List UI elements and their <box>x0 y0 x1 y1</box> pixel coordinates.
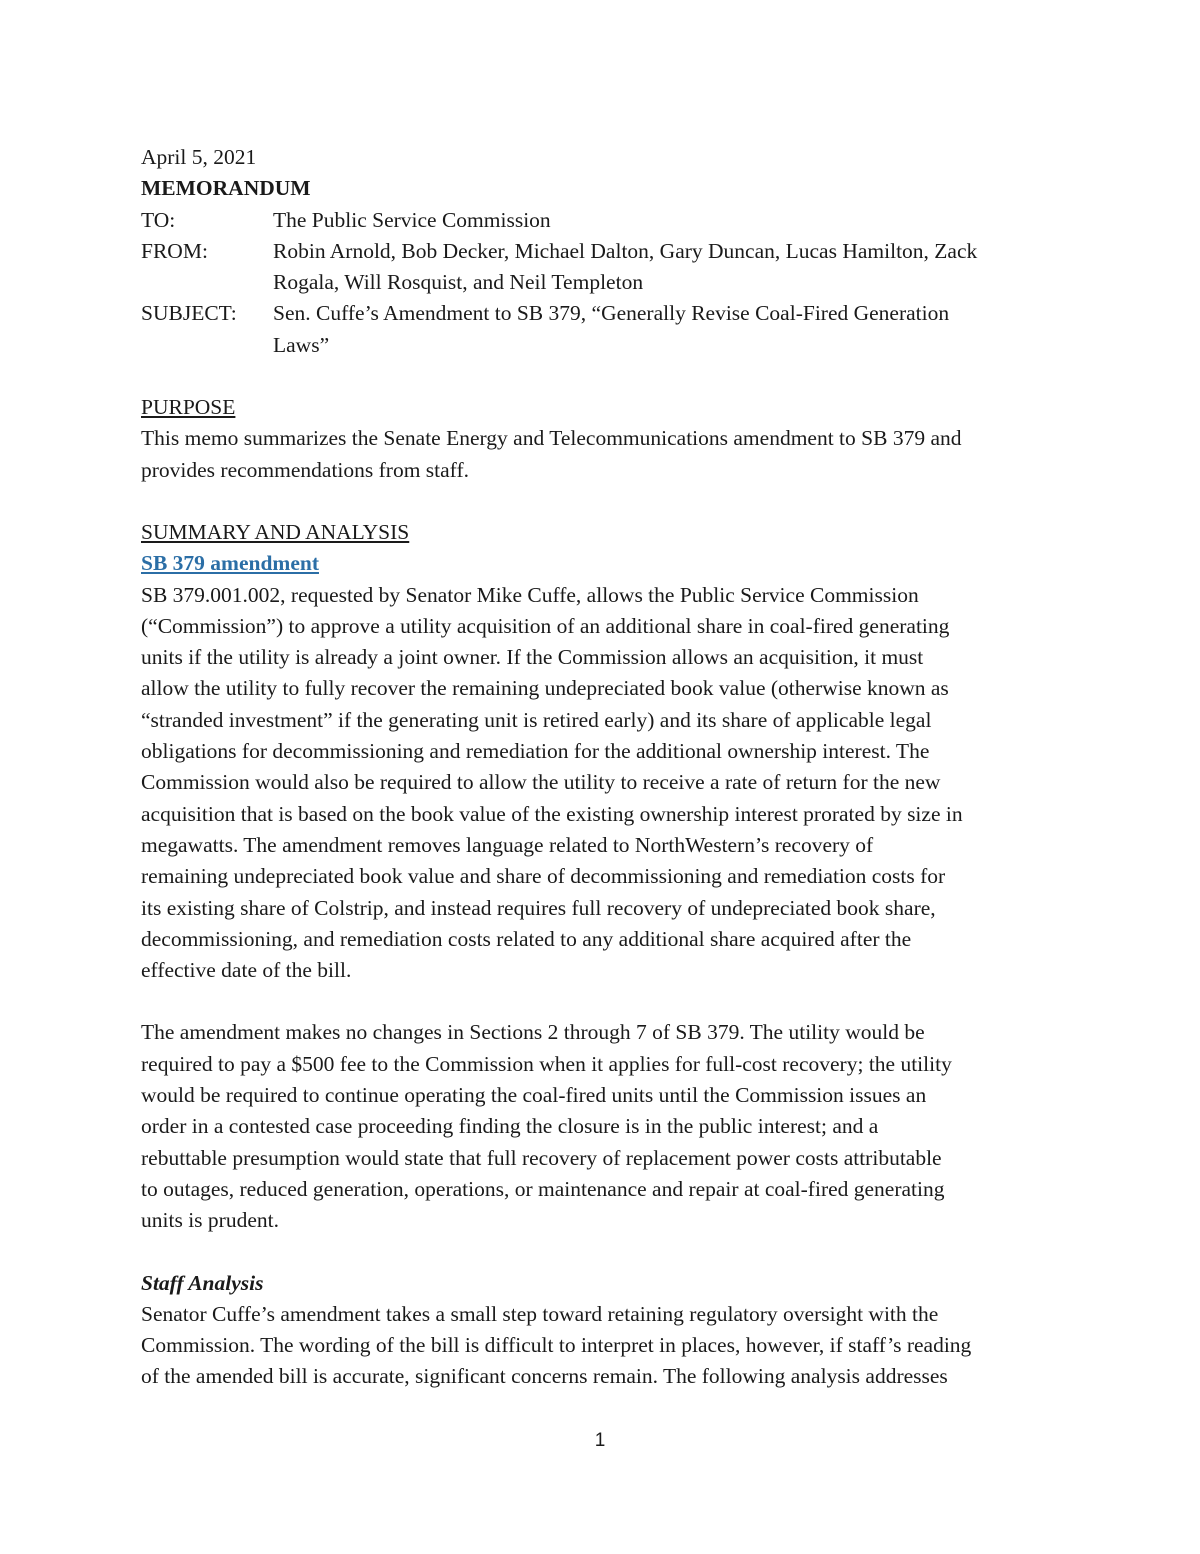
purpose-heading: PURPOSE <box>141 395 236 420</box>
memo-to-label: TO: <box>141 207 176 232</box>
summary-line: “stranded investment” if the generating unit is retired early) and its share of applicable legal <box>141 707 932 732</box>
staff-analysis-line: of the amended bill is accurate, significant concerns remain. The following analysis addresses <box>141 1364 948 1389</box>
memo-subject-line-2: Laws” <box>273 332 330 357</box>
summary-line: obligations for decommissioning and remediation for the additional ownership interest. The <box>141 739 930 764</box>
summary-line: Commission would also be required to allow the utility to receive a rate of return for the new <box>141 770 941 795</box>
memo-to-value: The Public Service Commission <box>273 207 551 232</box>
memo-from-line-1: Robin Arnold, Bob Decker, Michael Dalton, Gary Duncan, Lucas Hamilton, Zack <box>273 238 978 263</box>
summary-paragraph-2 <box>141 1017 1061 1236</box>
memo-subject-line-1: Sen. Cuffe’s Amendment to SB 379, “Generally Revise Coal-Fired Generation <box>273 301 950 326</box>
memo-subject-value <box>273 298 1061 361</box>
staff-analysis-line: Senator Cuffe’s amendment takes a small step toward retaining regulatory oversight with the <box>141 1301 939 1326</box>
memo-title: MEMORANDUM <box>141 176 311 201</box>
summary-line: SB 379.001.002, requested by Senator Mike Cuffe, allows the Public Service Commission <box>141 582 919 607</box>
memo-from-line-2: Rogala, Will Rosquist, and Neil Templeton <box>273 270 644 295</box>
summary-line: allow the utility to fully recover the remaining undepreciated book value (otherwise known as <box>141 676 949 701</box>
summary-line: remaining undepreciated book value and share of decommissioning and remediation costs for <box>141 864 946 889</box>
purpose-line: This memo summarizes the Senate Energy and Telecommunications amendment to SB 379 and <box>141 426 962 451</box>
memo-page <box>141 142 1061 1393</box>
memo-from-row <box>141 236 1061 299</box>
summary-line: acquisition that is based on the book value of the existing ownership interest prorated by size in <box>141 801 963 826</box>
purpose-line: provides recommendations from staff. <box>141 457 469 482</box>
summary-line: units is prudent. <box>141 1208 279 1233</box>
memo-subject-label: SUBJECT: <box>141 301 237 326</box>
staff-analysis-heading: Staff Analysis <box>141 1270 264 1295</box>
summary-line: would be required to continue operating the coal-fired units until the Commission issues an <box>141 1083 927 1108</box>
summary-line: required to pay a $500 fee to the Commission when it applies for full-cost recovery; the utility <box>141 1051 952 1076</box>
staff-analysis-line: Commission. The wording of the bill is difficult to interpret in places, however, if staff’s reading <box>141 1333 972 1358</box>
summary-line: (“Commission”) to approve a utility acquisition of an additional share in coal-fired generating <box>141 613 950 638</box>
purpose-paragraph <box>141 423 1061 486</box>
summary-paragraph-1 <box>141 580 1061 987</box>
summary-line: rebuttable presumption would state that full recovery of replacement power costs attributable <box>141 1145 942 1170</box>
memo-to-row <box>141 205 1061 236</box>
memo-date: April 5, 2021 <box>141 145 257 169</box>
summary-line: order in a contested case proceeding finding the closure is in the public interest; and a <box>141 1114 879 1139</box>
summary-line: its existing share of Colstrip, and instead requires full recovery of undepreciated book share, <box>141 895 936 920</box>
memo-from-label: FROM: <box>141 238 208 263</box>
page-number: 1 <box>594 1430 606 1451</box>
summary-heading: SUMMARY AND ANALYSIS <box>141 519 410 544</box>
sb379-amendment-link[interactable]: SB 379 amendment <box>141 551 319 576</box>
summary-line: to outages, reduced generation, operations, or maintenance and repair at coal-fired generating <box>141 1176 945 1201</box>
memo-subject-row <box>141 298 1061 361</box>
summary-line: units if the utility is already a joint owner. If the Commission allows an acquisition, it must <box>141 645 924 670</box>
summary-line: megawatts. The amendment removes language related to NorthWestern’s recovery of <box>141 832 874 857</box>
summary-line: The amendment makes no changes in Sections 2 through 7 of SB 379. The utility would be <box>141 1020 925 1045</box>
summary-line: effective date of the bill. <box>141 958 352 983</box>
summary-line: decommissioning, and remediation costs related to any additional share acquired after the <box>141 926 912 951</box>
memo-from-value <box>273 236 1061 299</box>
staff-analysis-paragraph <box>141 1299 1061 1393</box>
